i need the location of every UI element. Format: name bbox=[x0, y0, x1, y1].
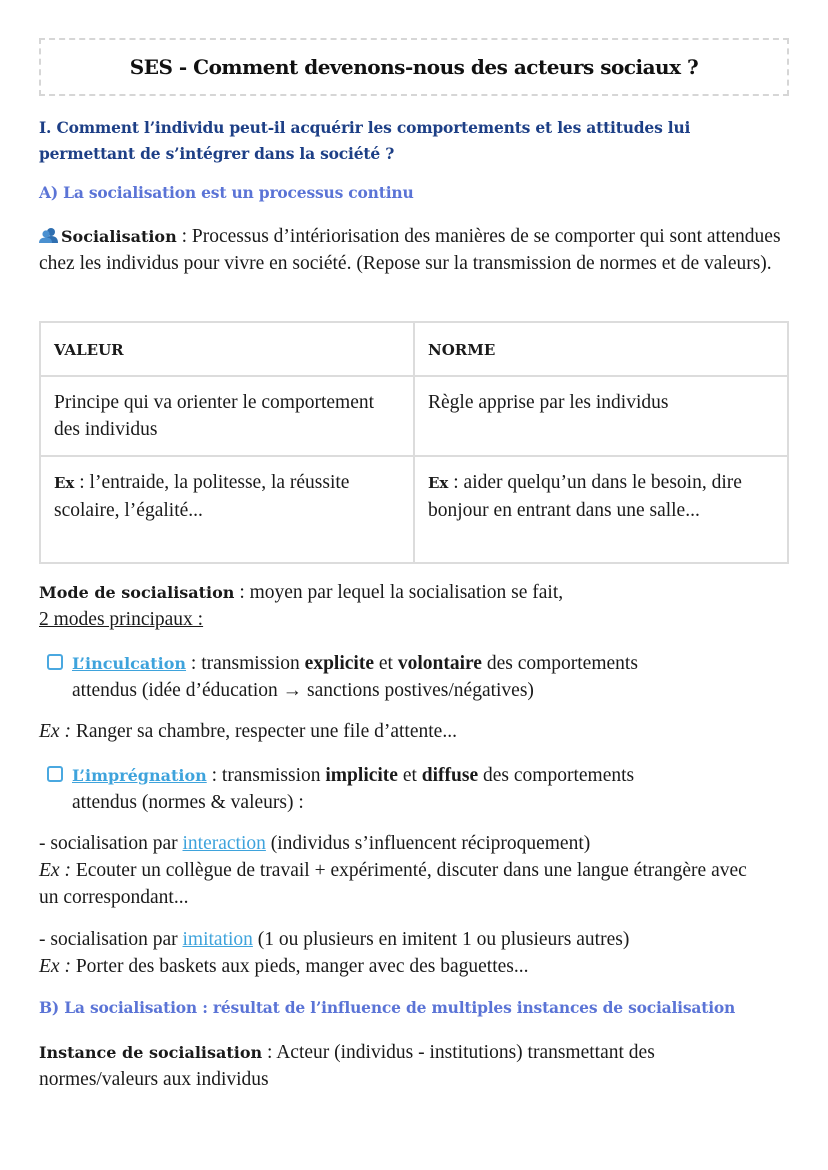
mode-item-inculcation bbox=[47, 650, 787, 704]
table-cell-norme-example bbox=[414, 456, 788, 563]
definition-text: Processus d’intériorisation des manières de se comporter qui sont attendues chez les individus pour vivre en société. (Repose sur la transmission de normes et de valeurs). bbox=[39, 226, 781, 274]
section-1-heading: I. Comment l’individu peut-il acquérir les comportements et les attitudes lui permettant de s’intégrer dans la société ? bbox=[39, 118, 691, 163]
sub-mode-prefix: - socialisation par bbox=[39, 833, 183, 854]
sub-mode-suffix: (1 ou plusieurs en imitent 1 ou plusieurs autres) bbox=[252, 929, 630, 950]
sub-mode-prefix: - socialisation par bbox=[39, 929, 183, 950]
example-label: Ex : bbox=[39, 721, 71, 742]
mode-text: : transmission bbox=[206, 765, 326, 786]
inculcation-link[interactable]: L’inculcation bbox=[72, 654, 187, 673]
table-header-row bbox=[40, 322, 788, 376]
keyword: implicite bbox=[325, 765, 398, 786]
keyword: volontaire bbox=[397, 653, 482, 674]
table-cell-valeur-definition: Principe qui va orienter le comportement des individus bbox=[40, 376, 414, 456]
page-title: SES - Comment devenons-nous des acteurs sociaux ? bbox=[129, 55, 699, 79]
definition-term: Instance de socialisation bbox=[39, 1043, 263, 1062]
interaction-link[interactable]: interaction bbox=[182, 833, 266, 854]
table-header-valeur: VALEUR bbox=[40, 322, 414, 376]
example-inculcation bbox=[39, 718, 799, 745]
example-label: Ex : bbox=[39, 860, 71, 881]
table-header-norme: NORME bbox=[414, 322, 788, 376]
table-cell-valeur-example bbox=[40, 456, 414, 563]
example-label: Ex : bbox=[39, 956, 71, 977]
people-icon bbox=[39, 227, 59, 243]
instance-definition bbox=[39, 1039, 759, 1093]
mode-text: des comportements bbox=[481, 653, 638, 674]
socialisation-definition bbox=[39, 223, 799, 277]
table-cell-norme-definition: Règle apprise par les individus bbox=[414, 376, 788, 456]
sub-mode-interaction bbox=[39, 830, 759, 911]
example-text: Ranger sa chambre, respecter une file d’attente... bbox=[70, 721, 457, 742]
definition-text: : moyen par lequel la socialisation se fait, bbox=[234, 582, 564, 603]
valeur-norme-table bbox=[39, 321, 789, 564]
checkbox-icon[interactable] bbox=[47, 766, 63, 782]
mode-item-impregnation bbox=[47, 762, 787, 816]
keyword: diffuse bbox=[421, 765, 479, 786]
subsection-b-heading: B) La socialisation : résultat de l’influence de multiples instances de socialisation bbox=[39, 998, 736, 1017]
subsection-a-heading: A) La socialisation est un processus continu bbox=[39, 183, 414, 202]
mode-text: des comportements bbox=[478, 765, 635, 786]
mode-text: et bbox=[373, 653, 398, 674]
modes-subtitle: 2 modes principaux : bbox=[39, 609, 204, 630]
checkbox-icon[interactable] bbox=[47, 654, 63, 670]
example-text: Ecouter un collègue de travail + expérimenté, discuter dans une langue étrangère avec un correspondant... bbox=[39, 860, 747, 908]
mode-text-continued: attendus (normes & valeurs) : bbox=[72, 792, 304, 813]
mode-text: : transmission bbox=[186, 653, 305, 674]
table-row bbox=[40, 376, 788, 456]
definition-separator: : bbox=[176, 226, 192, 247]
example-text: Porter des baskets aux pieds, manger avec des baguettes... bbox=[70, 956, 529, 977]
mode-socialisation-definition bbox=[39, 579, 799, 633]
example-label: Ex bbox=[54, 474, 75, 492]
example-text: : l’entraide, la politesse, la réussite scolaire, l’égalité... bbox=[54, 472, 350, 521]
definition-text: : Acteur (individus - institutions) transmettant des normes/valeurs aux individus bbox=[39, 1042, 655, 1090]
title-box bbox=[39, 38, 789, 96]
example-text: : aider quelqu’un dans le besoin, dire bonjour en entrant dans une salle... bbox=[428, 472, 742, 521]
example-label: Ex bbox=[428, 474, 449, 492]
sub-mode-suffix: (individus s’influencent réciproquement) bbox=[265, 833, 591, 854]
impregnation-link[interactable]: L’imprégnation bbox=[72, 766, 207, 785]
definition-term: Mode de socialisation bbox=[39, 583, 235, 602]
table-row bbox=[40, 456, 788, 563]
document-page bbox=[39, 38, 789, 96]
sub-mode-imitation bbox=[39, 926, 799, 980]
keyword: explicite bbox=[304, 653, 374, 674]
definition-term: Socialisation bbox=[61, 227, 177, 246]
mode-text: et bbox=[397, 765, 422, 786]
mode-text-continued: attendus (idée d’éducation → sanctions postives/négatives) bbox=[72, 680, 534, 701]
imitation-link[interactable]: imitation bbox=[182, 929, 253, 950]
